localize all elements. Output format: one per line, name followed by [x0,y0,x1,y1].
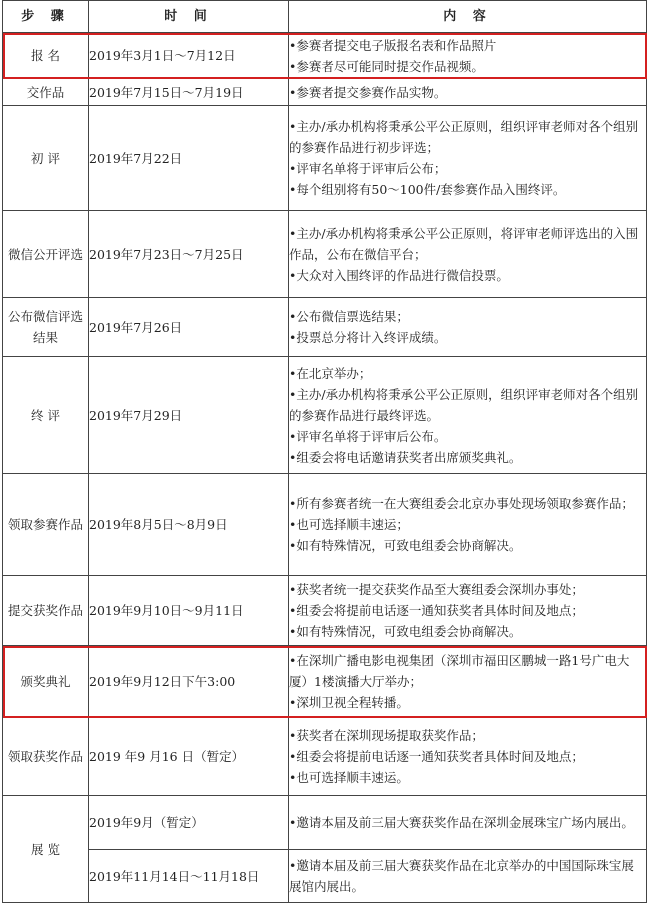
time-cell: 2019年9月12日下午3:00 [89,646,289,718]
table-row-exhibition-beijing [3,850,647,903]
time-cell: 2019年11月14日～11月18日 [89,850,289,903]
step-cell: 公布微信评选结果 [3,298,89,357]
schedule-table [2,0,647,903]
content-cell [289,796,647,850]
list-item: •投票总分将计入终评成绩。 [289,330,447,345]
list-item: •评审名单将于评审后公布。 [289,428,447,444]
step-cell: 领取参赛作品 [3,474,89,576]
list-item: •主办/承办机构将秉承公平公正原则，将评审老师评选出的入围作品，公布在微信平台； [289,225,639,262]
content-cell [289,298,647,357]
step-cell: 交作品 [3,79,89,106]
list-item: •主办/承办机构将秉承公平公正原则，组织评审老师对各个组别的参赛作品进行最终评选。 [289,386,639,423]
content-cell [289,106,647,211]
time-cell: 2019年7月26日 [89,298,289,357]
step-cell: 展 览 [3,796,89,903]
content-cell [289,474,647,576]
content-cell [289,576,647,646]
time-cell: 2019年9月10日～9月11日 [89,576,289,646]
list-item: •邀请本届及前三届大赛获奖作品在深圳金展珠宝广场内展出。 [289,815,634,830]
table-row-collect-entries [3,474,647,576]
step-cell: 微信公开评选 [3,211,89,298]
list-item: •公布微信票选结果； [289,309,409,324]
list-item: •主办/承办机构将秉承公平公正原则，组织评审老师对各个组别的参赛作品进行初步评选； [289,119,639,155]
time-cell: 2019年7月23日～7月25日 [89,211,289,298]
list-item: •邀请本届及前三届大赛获奖作品在北京举办的中国国际珠宝展展馆内展出。 [289,858,634,894]
table-row-final [3,357,647,474]
list-item: •组委会将提前电话逐一通知获奖者具体时间及地点； [289,603,584,618]
content-cell [289,357,647,474]
step-cell: 领取获奖作品 [3,718,89,796]
step-cell: 提交获奖作品 [3,576,89,646]
list-item: •获奖者统一提交获奖作品至大赛组委会深圳办事处； [289,582,584,597]
list-item: •每个组别将有50～100件/套参赛作品入围终评。 [289,182,566,197]
table-row-registration [3,33,647,79]
table-row-preliminary [3,106,647,211]
time-cell: 2019年7月29日 [89,357,289,474]
table-row-award-ceremony [3,646,647,718]
time-cell: 2019年3月1日～7月12日 [89,33,289,79]
list-item: •也可选择顺丰速运。 [289,770,409,785]
step-cell: 终 评 [3,357,89,474]
content-cell [289,33,647,79]
content-cell [289,79,647,106]
list-item: •在深圳广播电影电视集团（深圳市福田区鹏城一路1号广电大厦）1楼演播大厅举办； [289,653,630,689]
list-item: •在北京举办； [289,365,372,381]
step-cell: 初 评 [3,106,89,211]
list-item: •组委会将提前电话逐一通知获奖者具体时间及地点； [289,749,584,764]
list-item: •如有特殊情况，可致电组委会协商解决。 [289,538,522,553]
list-item: •获奖者在深圳现场提取获奖作品； [289,728,484,743]
list-item: •组委会将电话邀请获奖者出席颁奖典礼。 [289,449,522,465]
header-step: 步 骤 [3,1,89,33]
table-row-exhibition-shenzhen [3,796,647,850]
time-cell: 2019年8月5日～8月9日 [89,474,289,576]
header-content: 内 容 [289,1,647,33]
table-row-wechat-results [3,298,647,357]
header-time: 时 间 [89,1,289,33]
list-item: •如有特殊情况，可致电组委会协商解决。 [289,624,522,639]
content-cell [289,718,647,796]
step-cell: 颁奖典礼 [3,646,89,718]
table-row-collect-awards [3,718,647,796]
time-cell: 2019年7月22日 [89,106,289,211]
list-item: •参赛者提交电子版报名表和作品照片 [289,37,497,53]
list-item: •参赛者提交参赛作品实物。 [289,84,447,100]
content-cell [289,211,647,298]
list-item: •参赛者尽可能同时提交作品视频。 [289,58,484,74]
list-item: •也可选择顺丰速运； [289,517,409,532]
table-row-submit-winners [3,576,647,646]
table-row-wechat-vote [3,211,647,298]
time-cell: 2019年7月15日～7月19日 [89,79,289,106]
list-item: •大众对入围终评的作品进行微信投票。 [289,267,509,283]
step-cell: 报 名 [3,33,89,79]
list-item: •深圳卫视全程转播。 [289,695,409,710]
list-item: •所有参赛者统一在大赛组委会北京办事处现场领取参赛作品； [289,496,634,511]
time-cell: 2019 年9 月16 日（暂定） [89,718,289,796]
content-cell [289,850,647,903]
content-cell [289,646,647,718]
time-cell: 2019年9月（暂定） [89,796,289,850]
header-row [3,1,647,33]
list-item: •评审名单将于评审后公布； [289,161,447,176]
table-row-submit [3,79,647,106]
